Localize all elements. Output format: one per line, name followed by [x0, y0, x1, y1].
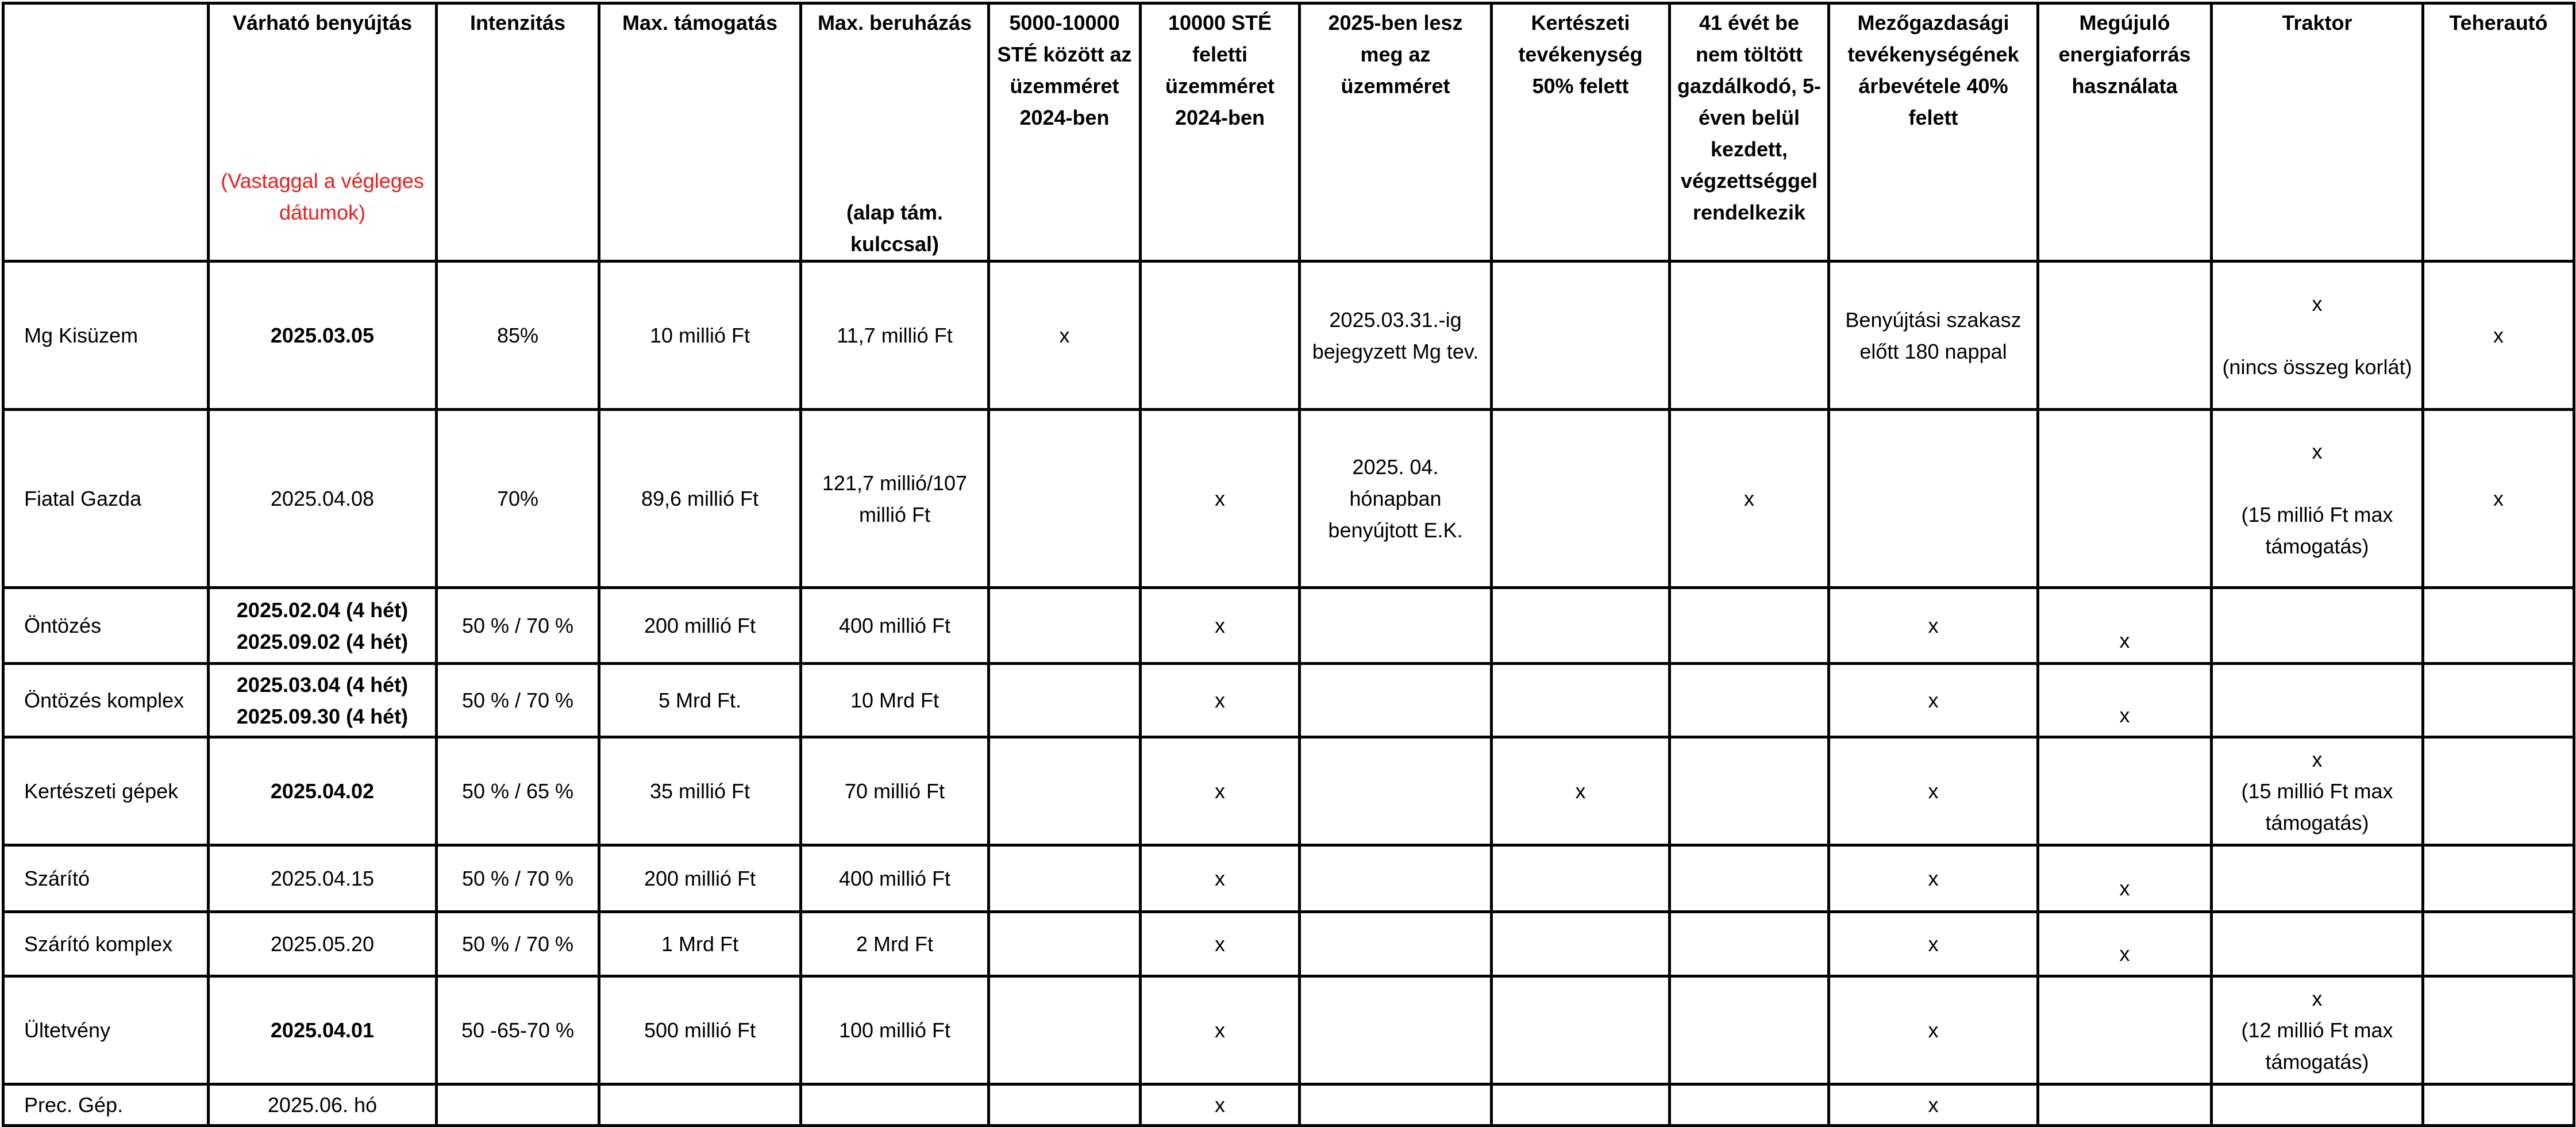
- cell-young-farmer: [1670, 912, 1829, 976]
- cell-size-2025: [1300, 912, 1492, 976]
- row-name: Fiatal Gazda: [3, 410, 209, 588]
- cell-tractor: [2212, 410, 2423, 588]
- cell-ste-10000: x: [1141, 845, 1300, 912]
- header-ste-5000-10000-label: 5000-10000 STÉ között az üzemméret 2024-ben: [997, 11, 1132, 129]
- table-row: [3, 976, 2574, 1084]
- cell-renewable: [2038, 588, 2212, 664]
- header-agri-revenue-label: Mezőgazdasági tevékenységének árbevétele 40% felett: [1847, 11, 2019, 129]
- tractor-note: (15 millió Ft max támogatás): [2241, 779, 2393, 834]
- cell-young-farmer: [1670, 1084, 1829, 1126]
- date-second-window: 2025.09.02 (4 hét): [236, 629, 409, 653]
- cell-max-support: 10 millió Ft: [599, 261, 801, 410]
- cell-ste-10000: x: [1141, 976, 1300, 1084]
- header-renewable-energy-label: Megújuló energiaforrás használata: [2058, 11, 2191, 98]
- cell-horticulture: [1492, 410, 1670, 588]
- cell-max-support: 5 Mrd Ft.: [599, 664, 801, 737]
- cell-date: 2025.04.02: [209, 737, 437, 845]
- cell-max-investment: [801, 1084, 989, 1126]
- tractor-mark: x: [2312, 748, 2323, 771]
- cell-truck: x: [2423, 410, 2574, 588]
- cell-size-2025: [1300, 1084, 1492, 1126]
- table-row: [3, 912, 2574, 976]
- row-name: Szárító komplex: [3, 912, 209, 976]
- cell-date: 2025.04.15: [209, 845, 437, 912]
- header-bold-final-dates-note: (Vastaggal a végleges dátumok): [221, 169, 424, 224]
- cell-young-farmer: [1670, 261, 1829, 410]
- cell-intensity: 50 % / 65 %: [437, 737, 599, 845]
- cell-renewable: [2038, 410, 2212, 588]
- date-second-window: 2025.09.30 (4 hét): [236, 704, 409, 728]
- cell-date: [209, 588, 437, 664]
- cell-young-farmer: [1670, 845, 1829, 912]
- header-ste-5000-10000: [989, 3, 1141, 261]
- cell-horticulture: [1492, 588, 1670, 664]
- cell-truck: x: [2423, 261, 2574, 410]
- cell-max-investment: 10 Mrd Ft: [801, 664, 989, 737]
- cell-ste-10000: x: [1141, 410, 1300, 588]
- cell-tractor: [2212, 261, 2423, 410]
- header-tractor: [2212, 3, 2423, 261]
- header-intensity: [437, 3, 599, 261]
- header-agri-revenue: [1829, 3, 2038, 261]
- cell-ste-5000-10000: [989, 845, 1141, 912]
- cell-renewable: [2038, 664, 2212, 737]
- cell-young-farmer: [1670, 588, 1829, 664]
- cell-tractor: [2212, 664, 2423, 737]
- cell-max-investment: 400 millió Ft: [801, 588, 989, 664]
- cell-tractor: [2212, 845, 2423, 912]
- row-name: Mg Kisüzem: [3, 261, 209, 410]
- cell-horticulture: [1492, 912, 1670, 976]
- row-name: Szárító: [3, 845, 209, 912]
- cell-tractor: [2212, 588, 2423, 664]
- row-name: Ültetvény: [3, 976, 209, 1084]
- cell-truck: [2423, 737, 2574, 845]
- table-row: [3, 410, 2574, 588]
- cell-max-investment: 11,7 millió Ft: [801, 261, 989, 410]
- cell-max-investment: 121,7 millió/107 millió Ft: [801, 410, 989, 588]
- cell-max-support: [599, 1084, 801, 1126]
- header-expected-submission-label: Várható benyújtás: [232, 11, 413, 34]
- tractor-note: (12 millió Ft max támogatás): [2241, 1018, 2393, 1074]
- cell-ste-10000: x: [1141, 737, 1300, 845]
- header-corner: [3, 3, 209, 261]
- cell-horticulture: [1492, 1084, 1670, 1126]
- header-horticulture-label: Kertészeti tevékenység 50% felett: [1518, 11, 1643, 98]
- grant-comparison-table: [2, 2, 2575, 1127]
- cell-young-farmer: [1670, 976, 1829, 1084]
- row-name: Öntözés: [3, 588, 209, 664]
- row-name: Öntözés komplex: [3, 664, 209, 737]
- cell-young-farmer: [1670, 737, 1829, 845]
- cell-tractor: [2212, 737, 2423, 845]
- cell-young-farmer: [1670, 664, 1829, 737]
- cell-max-support: 200 millió Ft: [599, 588, 801, 664]
- cell-agri-revenue: x: [1829, 845, 2038, 912]
- cell-intensity: 70%: [437, 410, 599, 588]
- cell-intensity: [437, 1084, 599, 1126]
- cell-intensity: 85%: [437, 261, 599, 410]
- header-young-farmer-label: 41 évét be nem töltött gazdálkodó, 5-éven belül kezdett, végzettséggel rendelkezik: [1677, 11, 1822, 224]
- cell-date: 2025.06. hó: [209, 1084, 437, 1126]
- header-max-support-label: Max. támogatás: [622, 11, 778, 34]
- cell-truck: [2423, 976, 2574, 1084]
- cell-ste-10000: x: [1141, 1084, 1300, 1126]
- cell-renewable: [2038, 737, 2212, 845]
- table-row: [3, 261, 2574, 410]
- cell-horticulture: [1492, 845, 1670, 912]
- cell-agri-revenue: x: [1829, 912, 2038, 976]
- cell-max-support: 1 Mrd Ft: [599, 912, 801, 976]
- table-row: [3, 737, 2574, 845]
- cell-date: 2025.04.08: [209, 410, 437, 588]
- header-truck-label: Teherautó: [2449, 11, 2548, 34]
- cell-max-support: 200 millió Ft: [599, 845, 801, 912]
- tractor-mark: x: [2312, 292, 2323, 316]
- cell-truck: [2423, 588, 2574, 664]
- cell-intensity: 50 -65-70 %: [437, 976, 599, 1084]
- header-young-farmer: [1670, 3, 1829, 261]
- tractor-mark: x: [2312, 439, 2323, 463]
- cell-agri-revenue: x: [1829, 976, 2038, 1084]
- cell-max-investment: 400 millió Ft: [801, 845, 989, 912]
- renewable-mark: x: [2119, 942, 2130, 966]
- cell-horticulture: [1492, 664, 1670, 737]
- date-first-window: 2025.03.04 (4 hét): [236, 672, 409, 697]
- cell-agri-revenue: x: [1829, 1084, 2038, 1126]
- header-truck: [2423, 3, 2574, 261]
- cell-ste-10000: x: [1141, 664, 1300, 737]
- cell-horticulture: [1492, 976, 1670, 1084]
- cell-renewable: [2038, 912, 2212, 976]
- cell-tractor: [2212, 912, 2423, 976]
- cell-horticulture: x: [1492, 737, 1670, 845]
- header-expected-submission: [209, 3, 437, 261]
- cell-agri-revenue: x: [1829, 588, 2038, 664]
- table-row: [3, 1084, 2574, 1126]
- cell-ste-5000-10000: [989, 737, 1141, 845]
- cell-agri-revenue: Benyújtási szakasz előtt 180 nappal: [1829, 261, 2038, 410]
- cell-intensity: 50 % / 70 %: [437, 912, 599, 976]
- cell-size-2025: [1300, 664, 1492, 737]
- cell-renewable: [2038, 845, 2212, 912]
- tractor-note: (nincs összeg korlát): [2222, 355, 2412, 379]
- cell-agri-revenue: [1829, 410, 2038, 588]
- cell-max-investment: 2 Mrd Ft: [801, 912, 989, 976]
- cell-truck: [2423, 845, 2574, 912]
- cell-size-2025: [1300, 845, 1492, 912]
- header-max-support: [599, 3, 801, 261]
- cell-date: 2025.05.20: [209, 912, 437, 976]
- cell-max-support: 89,6 millió Ft: [599, 410, 801, 588]
- cell-ste-5000-10000: [989, 1084, 1141, 1126]
- cell-date: 2025.04.01: [209, 976, 437, 1084]
- header-row: [3, 3, 2574, 261]
- cell-intensity: 50 % / 70 %: [437, 588, 599, 664]
- date-first-window: 2025.02.04 (4 hét): [236, 598, 409, 622]
- cell-renewable: [2038, 976, 2212, 1084]
- header-size-2025: [1300, 3, 1492, 261]
- cell-truck: [2423, 1084, 2574, 1126]
- header-ste-10000: [1141, 3, 1300, 261]
- cell-truck: [2423, 912, 2574, 976]
- table-row: [3, 588, 2574, 664]
- cell-young-farmer: x: [1670, 410, 1829, 588]
- cell-ste-5000-10000: [989, 588, 1141, 664]
- header-max-investment-label: Max. beruházás: [817, 11, 972, 34]
- cell-agri-revenue: x: [1829, 737, 2038, 845]
- cell-max-support: 500 millió Ft: [599, 976, 801, 1084]
- header-horticulture: [1492, 3, 1670, 261]
- renewable-mark: x: [2119, 876, 2130, 900]
- tractor-note: (15 millió Ft max támogatás): [2241, 502, 2393, 558]
- cell-size-2025: 2025. 04. hónapban benyújtott E.K.: [1300, 410, 1492, 588]
- cell-ste-5000-10000: x: [989, 261, 1141, 410]
- row-name: Kertészeti gépek: [3, 737, 209, 845]
- header-ste-10000-label: 10000 STÉ feletti üzemméret 2024-ben: [1165, 11, 1275, 129]
- cell-ste-10000: x: [1141, 912, 1300, 976]
- header-renewable-energy: [2038, 3, 2212, 261]
- header-size-2025-label: 2025-ben lesz meg az üzemméret: [1328, 11, 1463, 98]
- cell-ste-5000-10000: [989, 912, 1141, 976]
- header-tractor-label: Traktor: [2282, 11, 2352, 34]
- cell-date: 2025.03.05: [209, 261, 437, 410]
- cell-intensity: 50 % / 70 %: [437, 845, 599, 912]
- cell-max-support: 35 millió Ft: [599, 737, 801, 845]
- cell-tractor: [2212, 1084, 2423, 1126]
- cell-truck: [2423, 664, 2574, 737]
- cell-agri-revenue: x: [1829, 664, 2038, 737]
- cell-renewable: [2038, 1084, 2212, 1126]
- cell-ste-10000: [1141, 261, 1300, 410]
- cell-tractor: [2212, 976, 2423, 1084]
- cell-renewable: [2038, 261, 2212, 410]
- cell-ste-10000: x: [1141, 588, 1300, 664]
- cell-horticulture: [1492, 261, 1670, 410]
- cell-ste-5000-10000: [989, 410, 1141, 588]
- row-name: Prec. Gép.: [3, 1084, 209, 1126]
- cell-intensity: 50 % / 70 %: [437, 664, 599, 737]
- header-max-investment-note: (alap tám. kulccsal): [846, 201, 944, 256]
- renewable-mark: x: [2119, 703, 2130, 727]
- cell-size-2025: 2025.03.31.-ig bejegyzett Mg tev.: [1300, 261, 1492, 410]
- cell-ste-5000-10000: [989, 976, 1141, 1084]
- cell-max-investment: 100 millió Ft: [801, 976, 989, 1084]
- cell-size-2025: [1300, 737, 1492, 845]
- header-intensity-label: Intenzitás: [469, 11, 566, 34]
- cell-size-2025: [1300, 588, 1492, 664]
- cell-size-2025: [1300, 976, 1492, 1084]
- table-row: [3, 664, 2574, 737]
- table-row: [3, 845, 2574, 912]
- cell-max-investment: 70 millió Ft: [801, 737, 989, 845]
- cell-ste-5000-10000: [989, 664, 1141, 737]
- header-max-investment: [801, 3, 989, 261]
- renewable-mark: x: [2119, 629, 2130, 652]
- cell-date: [209, 664, 437, 737]
- tractor-mark: x: [2312, 987, 2323, 1010]
